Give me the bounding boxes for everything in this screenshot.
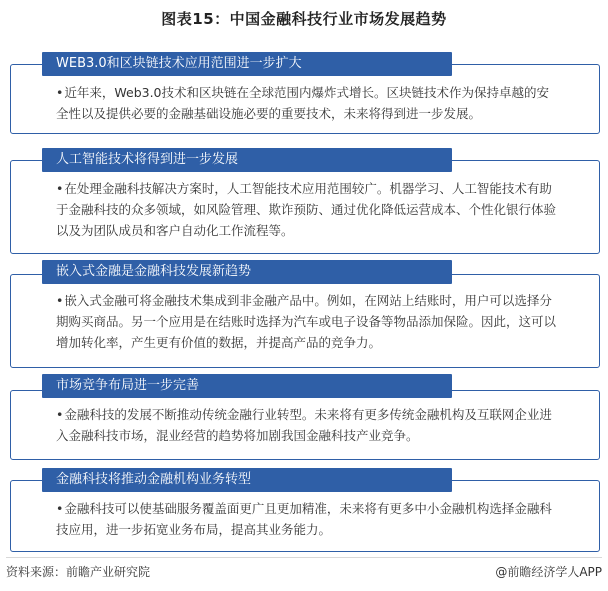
bullet-icon: • <box>56 85 64 100</box>
trend-section-1 <box>0 44 608 134</box>
section-text-content: 在处理金融科技解决方案时，人工智能技术应用范围较广。机器学习、人工智能技术有助于金融科技的众多领域，如风险管理、欺诈预防、通过优化降低运营成本、个性化银行体验以及为团队成员和客户自动化工作流程等。 <box>56 181 557 238</box>
section-text <box>56 290 556 353</box>
section-heading: WEB3.0和区块链技术应用范围进一步扩大 <box>42 52 452 76</box>
bullet-icon: • <box>56 293 64 308</box>
bullet-icon: • <box>56 501 64 516</box>
trend-section-2 <box>0 140 608 252</box>
trend-section-4 <box>0 370 608 458</box>
section-text <box>56 178 556 241</box>
section-text-content: 金融科技可以使基础服务覆盖面更广且更加精准，未来将有更多中小金融机构选择金融科技应用，进一步拓宽业务布局，提高其业务能力。 <box>56 501 552 537</box>
section-text-content: 近年来，Web3.0技术和区块链在全球范围内爆炸式增长。区块链技术作为保持卓越的安全性以及提供必要的金融基础设施必要的重要技术，未来将得到进一步发展。 <box>56 85 550 121</box>
footer-divider <box>6 557 602 558</box>
section-heading: 嵌入式金融是金融科技发展新趋势 <box>42 260 452 284</box>
section-text-content: 金融科技的发展不断推动传统金融行业转型。未来将有更多传统金融机构及互联网企业进入金融科技市场，混业经营的趋势将加剧我国金融科技产业竞争。 <box>56 407 552 443</box>
section-text <box>56 404 556 446</box>
page-title: 图表15：中国金融科技行业市场发展趋势 <box>161 10 447 28</box>
bullet-icon: • <box>56 181 64 196</box>
section-heading: 金融科技将推动金融机构业务转型 <box>42 468 452 492</box>
trend-section-5 <box>0 460 608 552</box>
source-note: 资料来源：前瞻产业研究院 <box>6 565 151 579</box>
section-text <box>56 82 556 124</box>
bullet-icon: • <box>56 407 64 422</box>
section-text-content: 嵌入式金融可将金融技术集成到非金融产品中。例如，在网站上结账时，用户可以选择分期购买商品。另一个应用是在结账时选择为汽车或电子设备等物品添加保险。因此，这可以增加转化率，产生更有价值的数据，并提高产品的竞争力。 <box>56 293 557 350</box>
section-heading: 人工智能技术将得到进一步发展 <box>42 148 452 172</box>
trend-section-3 <box>0 254 608 366</box>
brand-credit: @前瞻经济学人APP <box>495 565 602 579</box>
footer <box>6 562 602 582</box>
section-text <box>56 498 556 540</box>
section-heading: 市场竞争布局进一步完善 <box>42 374 452 398</box>
